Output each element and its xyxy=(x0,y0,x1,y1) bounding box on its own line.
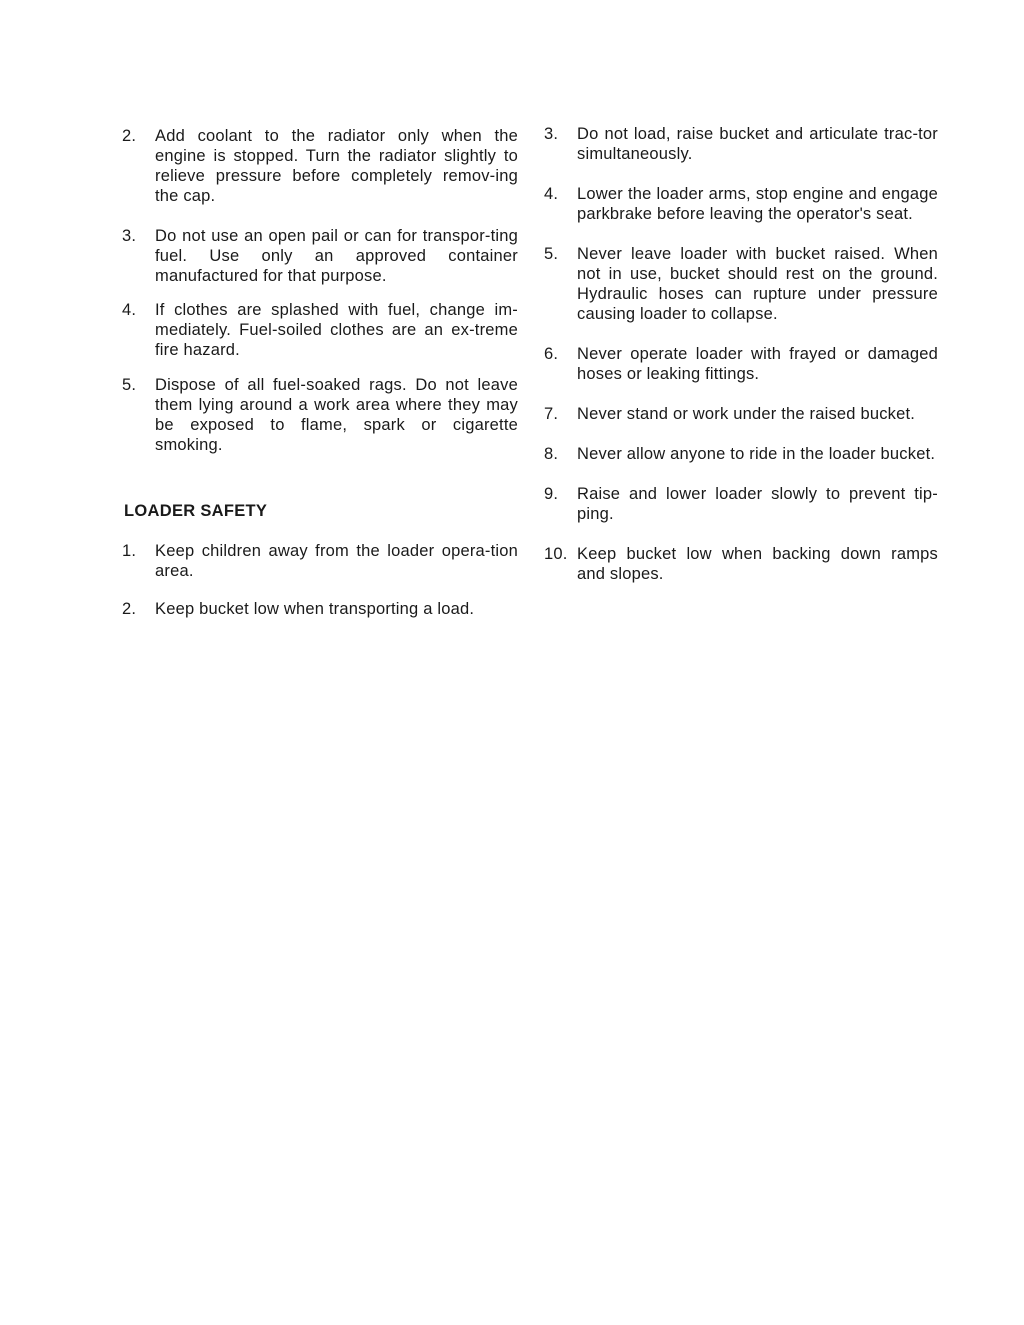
left-column xyxy=(122,126,518,619)
list-item xyxy=(122,599,518,619)
list-item xyxy=(122,541,518,581)
list-item xyxy=(122,375,518,455)
item-text: Never leave loader with bucket raised. When not in use, bucket should rest on the ground. Hydraulic hoses can rupture under pressure causing loader to collapse. xyxy=(577,245,938,323)
list-item xyxy=(544,124,938,164)
list-item xyxy=(544,404,938,424)
item-text: Dispose of all fuel-soaked rags. Do not leave them lying around a work area where they may be exposed to flame, spark or cigarette smoking. xyxy=(155,376,518,454)
list-item xyxy=(544,484,938,524)
item-number: 10. xyxy=(544,545,568,563)
item-text: Keep bucket low when transporting a load. xyxy=(155,600,475,618)
item-number: 9. xyxy=(544,485,559,503)
item-text: Never operate loader with frayed or damaged hoses or leaking fittings. xyxy=(577,345,938,383)
list-item xyxy=(122,126,518,206)
item-text: Never allow anyone to ride in the loader bucket. xyxy=(577,445,936,463)
item-text: If clothes are splashed with fuel, change im-mediately. Fuel-soiled clothes are an ex-treme fire hazard. xyxy=(155,301,518,359)
item-text: Do not use an open pail or can for transpor-ting fuel. Use only an approved container manufactured for that purpose. xyxy=(155,227,518,285)
item-number: 2. xyxy=(122,600,137,618)
item-number: 6. xyxy=(544,345,559,363)
item-text: Keep bucket low when backing down ramps and slopes. xyxy=(577,545,938,583)
item-number: 2. xyxy=(122,127,137,145)
item-number: 3. xyxy=(122,227,137,245)
item-text: Keep children away from the loader opera-tion area. xyxy=(155,542,518,580)
item-number: 1. xyxy=(122,542,137,560)
item-number: 5. xyxy=(544,245,559,263)
item-number: 4. xyxy=(544,185,559,203)
item-number: 3. xyxy=(544,125,559,143)
section-heading-loader-safety: LOADER SAFETY xyxy=(124,502,268,520)
item-number: 8. xyxy=(544,445,559,463)
list-item xyxy=(122,226,518,286)
item-text: Do not load, raise bucket and articulate trac-tor simultaneously. xyxy=(577,125,938,163)
item-number: 7. xyxy=(544,405,559,423)
item-text: Raise and lower loader slowly to prevent tip-ping. xyxy=(577,485,938,523)
item-text: Lower the loader arms, stop engine and engage parkbrake before leaving the operator's seat. xyxy=(577,185,938,223)
list-item xyxy=(544,444,938,464)
item-text: Add coolant to the radiator only when the engine is stopped. Turn the radiator slightly to relieve pressure before completely remov-ing the cap. xyxy=(155,127,518,205)
item-number: 5. xyxy=(122,376,137,394)
list-item xyxy=(544,184,938,224)
list-item xyxy=(122,300,518,360)
list-item xyxy=(544,544,938,584)
item-text: Never stand or work under the raised bucket. xyxy=(577,405,916,423)
list-item xyxy=(544,344,938,384)
list-item xyxy=(544,244,938,324)
item-number: 4. xyxy=(122,301,137,319)
right-column xyxy=(544,124,938,584)
